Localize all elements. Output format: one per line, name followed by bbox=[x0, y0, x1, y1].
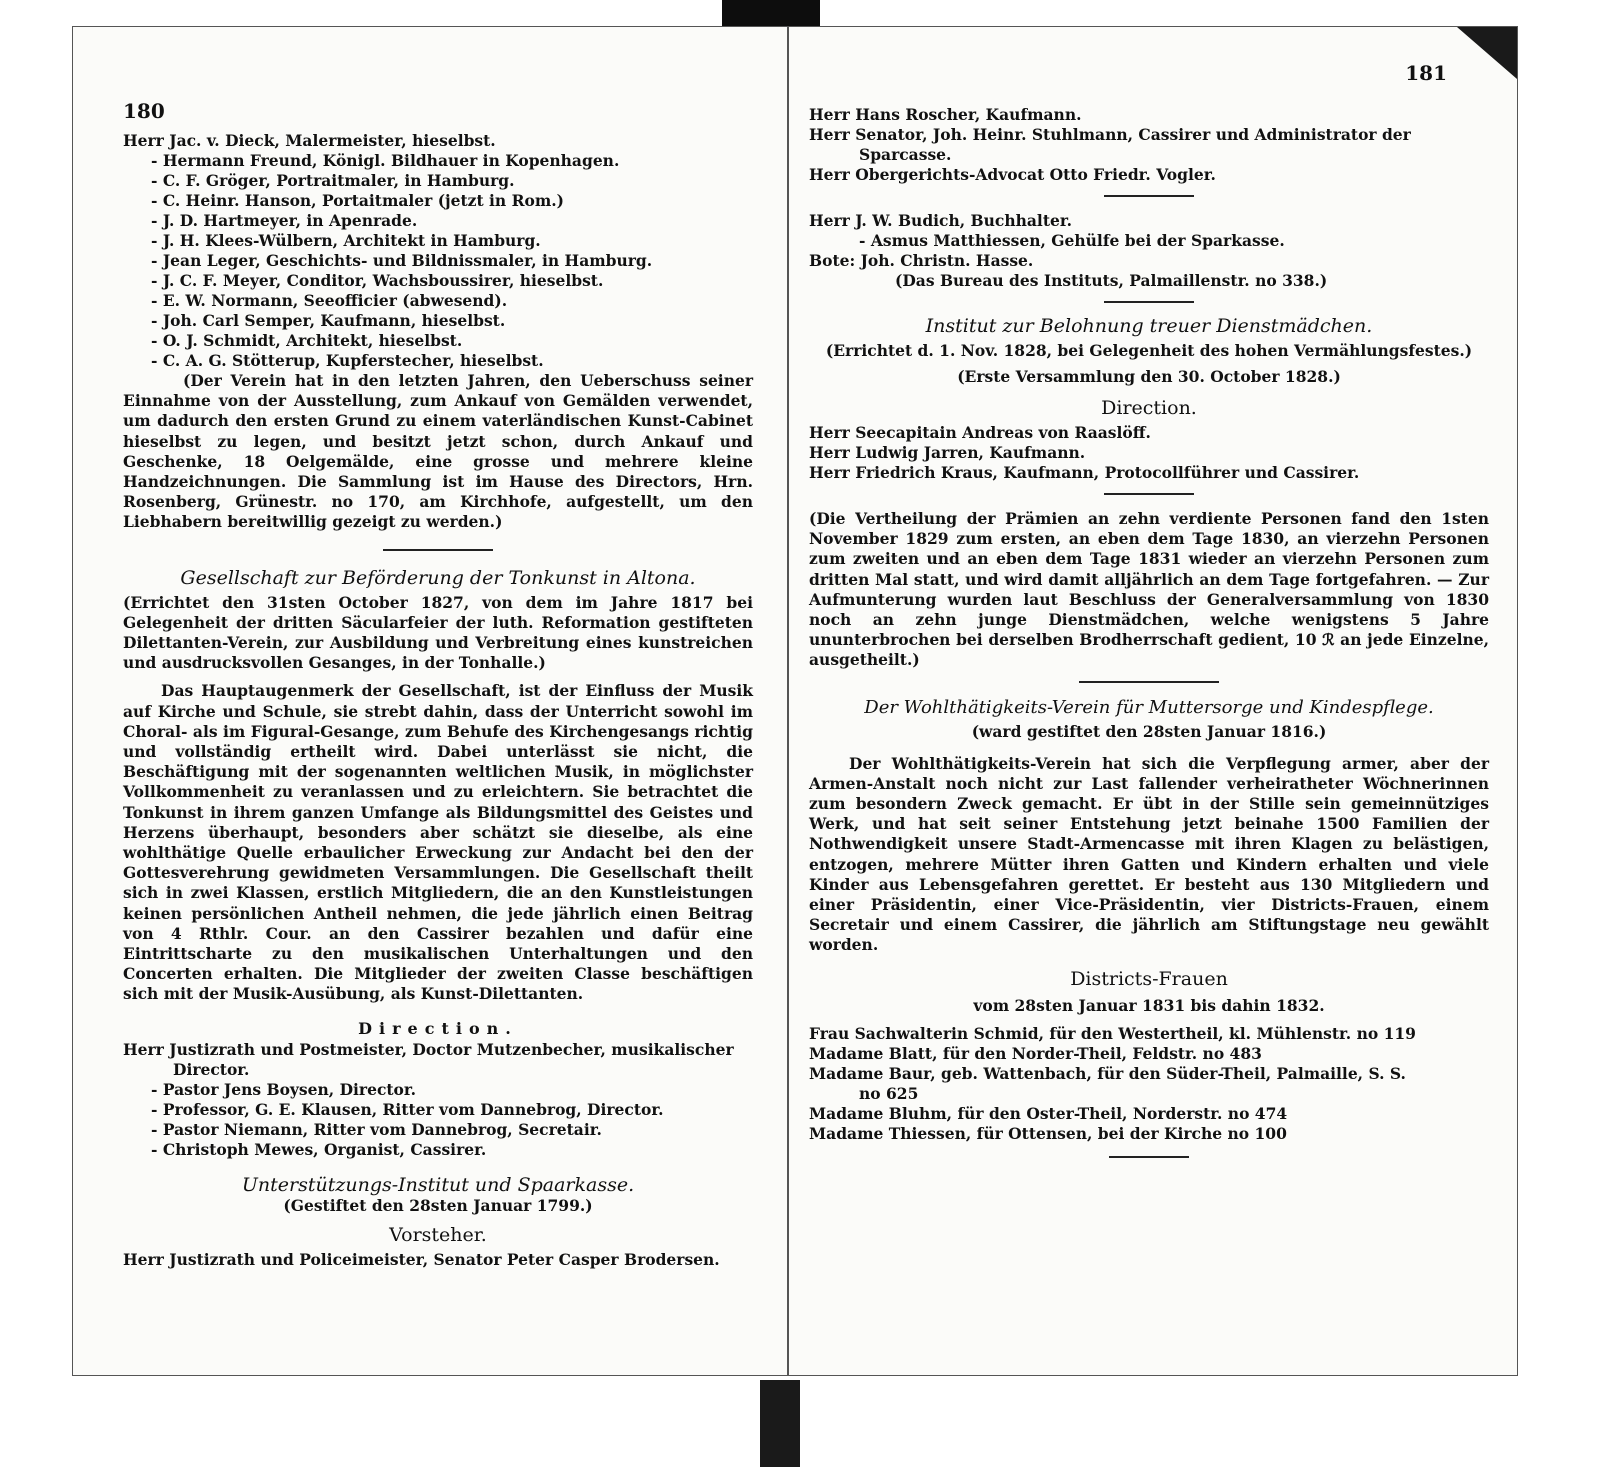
list-item: Herr Hans Roscher, Kaufmann. bbox=[809, 105, 1082, 124]
list-item: Herr Obergerichts-Advocat Otto Friedr. Vogler. bbox=[809, 165, 1216, 184]
dienst-direction-heading: Direction. bbox=[1101, 397, 1197, 419]
divider bbox=[1104, 493, 1194, 495]
list-item: Madame Blatt, für den Norder-Theil, Feldstr. no 483 bbox=[809, 1043, 1262, 1063]
list-item: - J. D. Hartmeyer, in Apenrade. bbox=[151, 211, 418, 230]
list-item: no 625 bbox=[859, 1083, 919, 1103]
list-item: - Pastor Niemann, Ritter vom Dannebrog, Secretair. bbox=[151, 1119, 602, 1139]
divider bbox=[1104, 301, 1194, 303]
section-title-dienstmaedchen: Institut zur Belohnung treuer Dienstmädchen. bbox=[925, 315, 1373, 337]
list-item: Herr Jac. v. Dieck, Malermeister, hieselbst. bbox=[123, 131, 496, 150]
list-item: - Jean Leger, Geschichts- und Bildnissmaler, in Hamburg. bbox=[151, 251, 653, 270]
spaarkasse-founding: (Gestiftet den 28sten Januar 1799.) bbox=[283, 1195, 593, 1215]
section-title-wohlthaetigkeit: Der Wohlthätigkeits-Verein für Muttersorge und Kindespflege. bbox=[864, 696, 1434, 718]
list-item: Sparcasse. bbox=[859, 145, 952, 164]
page-number-left: 180 bbox=[123, 99, 165, 123]
divider bbox=[1104, 195, 1194, 197]
tonkunst-founding: (Errichtet den 31sten October 1827, von dem im Jahre 1817 bei Gelegenheit der dritten Säcularfeier der luth. Reformation gestifteten Dilettanten-Verein, zur Ausbildung und Verbreitung eines kunstreichen und ausdrucksvollen Gesanges, in der Tonhalle.) bbox=[123, 592, 753, 673]
left-page bbox=[72, 26, 788, 1376]
section-title-spaarkasse: Unterstützungs-Institut und Spaarkasse. bbox=[241, 1173, 635, 1196]
dienst-first-meeting: (Erste Versammlung den 30. October 1828.) bbox=[957, 367, 1341, 386]
spaarkasse-staff-list bbox=[809, 211, 1489, 291]
districts-list bbox=[809, 1024, 1489, 1144]
list-item: Herr Seecapitain Andreas von Raaslöff. bbox=[809, 423, 1151, 442]
wohl-body: Der Wohlthätigkeits-Verein hat sich die Verpflegung armer, aber der Armen-Anstalt noch nicht zur Last fallender verheiratheter Wöchnerinnen zum besondern Zweck gemacht. Er übt in der Stille sein gemeinnütziges Werk, und hat seit seiner Entstehung jetzt beinahe 1500 Familien der Nothwendigkeit unsere Stadt-Armencasse mit ihren Klagen zu belästigen, entzogen, mehrere Mütter ihren Gatten und Kindern erhalten und viele Kinder aus Lebensgefahren gerettet. Er besteht aus 130 Mitgliedern und einer Präsidentin, einer Vice-Präsidentin, vier Districts-Frauen, einem Secretair und einem Cassirer, die jährlich am Stiftungstage neu gewählt worden. bbox=[809, 753, 1489, 955]
divider bbox=[1109, 1156, 1189, 1158]
divider bbox=[383, 549, 493, 551]
divider bbox=[1079, 681, 1219, 683]
list-item: Herr Justizrath und Policeimeister, Senator Peter Casper Brodersen. bbox=[123, 1249, 720, 1269]
list-item: (Das Bureau des Instituts, Palmaillenstr. no 338.) bbox=[895, 271, 1328, 290]
list-item: - Pastor Jens Boysen, Director. bbox=[151, 1079, 417, 1099]
list-item: - C. F. Gröger, Portraitmaler, in Hamburg. bbox=[151, 171, 515, 190]
direction-heading: Direction. bbox=[358, 1018, 518, 1038]
districts-period: vom 28sten Januar 1831 bis dahin 1832. bbox=[973, 995, 1325, 1015]
list-item: Frau Sachwalterin Schmid, für den Westertheil, kl. Mühlenstr. no 119 bbox=[809, 1023, 1416, 1043]
dienst-founding: (Errichtet d. 1. Nov. 1828, bei Gelegenheit des hohen Vermählungsfestes.) bbox=[825, 341, 1473, 360]
list-item: Madame Bluhm, für den Oster-Theil, Norderstr. no 474 bbox=[809, 1103, 1288, 1123]
list-item: - O. J. Schmidt, Architekt, hieselbst. bbox=[151, 331, 463, 350]
list-item: - E. W. Normann, Seeofficier (abwesend). bbox=[151, 291, 508, 310]
binding-gutter-bottom bbox=[760, 1380, 800, 1467]
right-page bbox=[788, 26, 1518, 1376]
dienst-direction-list bbox=[809, 423, 1489, 483]
list-item: - Asmus Matthiessen, Gehülfe bei der Sparkasse. bbox=[859, 231, 1285, 250]
tonkunst-body: Das Hauptaugenmerk der Gesellschaft, ist der Einfluss der Musik auf Kirche und Schule, sie strebt dahin, dass der Unterricht sowohl im Choral- als im Figural-Gesange, zum Behufe des Kirchengesangs richtig und vollständig ertheilt wird. Dabei unterlässt sie nicht, die Beschäftigung mit der sogenannten weltlichen Musik, in möglichster Vollkommenheit zu veranlassen und zu erleichtern. Sie betrachtet die Tonkunst in ihrem ganzen Umfange als Bildungsmittel des Geistes und Herzens überhaupt, besonders aber schätzt sie dieselbe, als eine wohlthätige Quelle erbaulicher Erweckung zur Andacht bei den der Gottesverehrung gewidmeten Versammlungen. Die Gesellschaft theilt sich in zwei Klassen, erstlich Mitgliedern, die an den Kunstleistungen keinen persönlichen Antheil nehmen, die jede jährlich einen Beitrag von 4 Rthlr. Cour. an den Cassirer bezahlen und dafür eine Eintrittscharte zu den musikalischen Unterhaltungen und den Concerten erhalten. Die Mitglieder der zweiten Classe beschäftigen sich mit der Musik-Ausübung, als Kunst-Dilettanten. bbox=[123, 681, 753, 1004]
list-item: - Hermann Freund, Königl. Bildhauer in Kopenhagen. bbox=[151, 151, 620, 170]
list-item: - C. A. G. Stötterup, Kupferstecher, hieselbst. bbox=[151, 351, 544, 370]
list-item: - J. H. Klees-Wülbern, Architekt in Hamburg. bbox=[151, 231, 541, 250]
list-item: - Joh. Carl Semper, Kaufmann, hieselbst. bbox=[151, 311, 506, 330]
list-item: Herr Justizrath und Postmeister, Doctor Mutzenbecher, musikalischer bbox=[123, 1039, 734, 1059]
wohl-founding: (ward gestiftet den 28sten Januar 1816.) bbox=[971, 721, 1327, 741]
list-item: Director. bbox=[173, 1059, 250, 1079]
member-list bbox=[123, 131, 753, 371]
direction-list bbox=[123, 1040, 753, 1160]
list-item: Bote: Joh. Christn. Hasse. bbox=[809, 251, 1034, 270]
list-item: Madame Thiessen, für Ottensen, bei der Kirche no 100 bbox=[809, 1123, 1287, 1143]
list-item: Madame Baur, geb. Wattenbach, für den Süder-Theil, Palmaille, S. S. bbox=[809, 1063, 1406, 1083]
list-item: Herr Ludwig Jarren, Kaufmann. bbox=[809, 443, 1086, 462]
list-item: - Christoph Mewes, Organist, Cassirer. bbox=[151, 1139, 487, 1159]
list-item: Herr Friedrich Kraus, Kaufmann, Protocollführer und Cassirer. bbox=[809, 463, 1360, 482]
list-item: Herr Senator, Joh. Heinr. Stuhlmann, Cassirer und Administrator der bbox=[809, 125, 1411, 144]
vorsteher-heading: Vorsteher. bbox=[389, 1223, 487, 1246]
page-corner bbox=[1457, 27, 1517, 79]
list-item: - C. Heinr. Hanson, Portaitmaler (jetzt in Rom.) bbox=[151, 191, 564, 210]
spaarkasse-vorsteher-list bbox=[809, 105, 1489, 185]
section-title-tonkunst: Gesellschaft zur Beförderung der Tonkunst in Altona. bbox=[180, 566, 696, 589]
page-number-right: 181 bbox=[1405, 61, 1447, 85]
verein-note: (Der Verein hat in den letzten Jahren, den Ueberschuss seiner Einnahme von der Ausstellung, zum Ankauf von Gemälden verwendet, um dadurch den ersten Grund zu einem vaterländischen Kunst-Cabinet hieselbst zu legen, und besitzt jetzt schon, durch Ankauf und Geschenke, 18 Oelgemälde, eine grosse und mehrere kleine Handzeichnungen. Die Sammlung ist im Hause des Directors, Hrn. Rosenberg, Grünestr. no 170, am Kirchhofe, aufgestellt, um den Liebhabern bereitwillig gezeigt zu werden.) bbox=[123, 371, 753, 532]
list-item: - Professor, G. E. Klausen, Ritter vom Dannebrog, Director. bbox=[151, 1099, 664, 1119]
dienst-note: (Die Vertheilung der Prämien an zehn verdiente Personen fand den 1sten November 1829 zum ersten, an eben dem Tage 1830, an vierzehn Personen zum zweiten und an eben dem Tage 1831 wieder an vierzehn Personen zum dritten Mal statt, und wird damit alljährlich an dem Tage fortgefahren. — Zur Aufmunterung wurden laut Beschluss der Generalversammlung von 1830 noch an zehn junge Dienstmädchen, welche wenigstens 5 Jahre ununterbrochen bei derselben Brodherrschaft gedient, 10 ℛ an jede Einzelne, ausgetheilt.) bbox=[809, 509, 1489, 670]
districts-heading: Districts-Frauen bbox=[1070, 967, 1228, 990]
list-item: - J. C. F. Meyer, Conditor, Wachsboussirer, hieselbst. bbox=[151, 271, 604, 290]
list-item: Herr J. W. Budich, Buchhalter. bbox=[809, 211, 1072, 230]
